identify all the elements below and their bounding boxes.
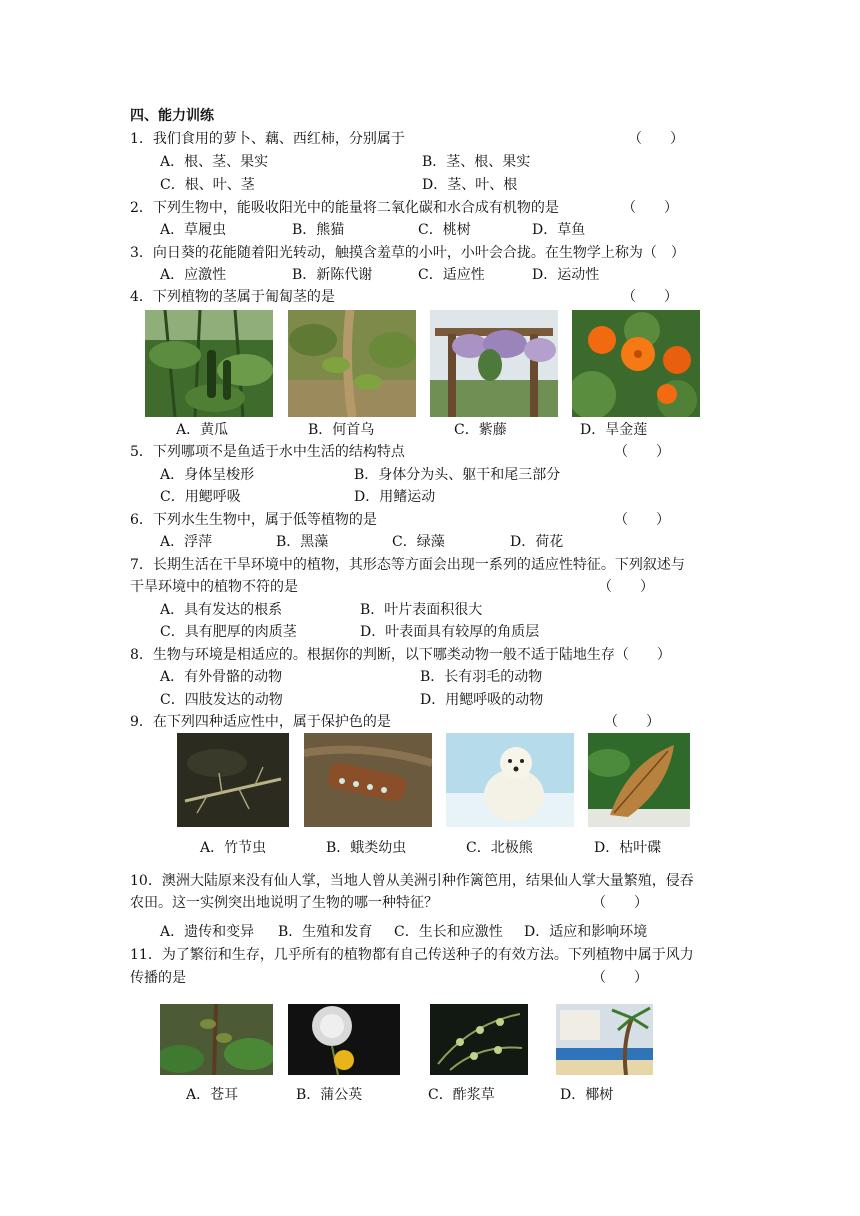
question-7-option-a: A．具有发达的根系 xyxy=(160,602,283,618)
question-10-answer-bracket: （ ） xyxy=(592,895,648,911)
question-10-option-b: B．生殖和发育 xyxy=(278,924,373,940)
heshouwu-photo xyxy=(288,310,416,417)
question-7-stem: 7．长期生活在干旱环境中的植物，其形态等方面会出现一系列的适应性特征。下列叙述与 xyxy=(130,557,685,573)
question-3-stem: 3．向日葵的花能随着阳光转动，触摸含羞草的小叶，小叶会合拢。在生物学上称为（ ） xyxy=(130,245,685,261)
question-6-stem: 6．下列水生生物中，属于低等植物的是 xyxy=(130,512,377,528)
question-4-option-b: B．何首乌 xyxy=(308,422,375,438)
question-11-option-a: A．苍耳 xyxy=(186,1087,239,1103)
question-2-option-a: A．草履虫 xyxy=(160,222,227,238)
question-9-option-c: C．北极熊 xyxy=(466,840,533,856)
question-5-option-b: B．身体分为头、躯干和尾三部分 xyxy=(354,467,561,483)
question-1-option-d: D．茎、叶、根 xyxy=(422,177,518,193)
question-6-answer-bracket: （ ） xyxy=(614,512,670,528)
question-8-option-b: B．长有羽毛的动物 xyxy=(420,669,543,685)
question-4-answer-bracket: （ ） xyxy=(622,289,678,305)
question-9-stem: 9．在下列四种适应性中，属于保护色的是 xyxy=(130,714,391,730)
question-1-option-b: B．茎、根、果实 xyxy=(422,154,531,170)
question-11-option-b: B．蒲公英 xyxy=(296,1087,363,1103)
section-title: 四、能力训练 xyxy=(130,108,214,124)
moth-larva-photo xyxy=(304,733,432,827)
question-7-option-b: B．叶片表面积很大 xyxy=(360,602,483,618)
question-7-stem-cont: 干旱环境中的植物不符的是 xyxy=(130,579,298,595)
question-1-option-a: A．根、茎、果实 xyxy=(160,154,269,170)
question-3-option-d: D．运动性 xyxy=(532,267,600,283)
question-10-option-c: C．生长和应激性 xyxy=(394,924,503,940)
question-10-option-d: D．适应和影响环境 xyxy=(524,924,648,940)
cocklebur-photo xyxy=(160,1004,273,1075)
question-4-option-a: A．黄瓜 xyxy=(176,422,229,438)
question-2-stem: 2．下列生物中，能吸收阳光中的能量将二氧化碳和水合成有机物的是 xyxy=(130,200,559,216)
question-11-stem: 11．为了繁衍和生存，几乎所有的植物都有自己传送种子的有效方法。下列植物中属于风力 xyxy=(130,947,694,963)
question-4-option-d: D．旱金莲 xyxy=(580,422,648,438)
question-6-option-b: B．黑藻 xyxy=(276,534,329,550)
oxalis-photo xyxy=(430,1004,528,1075)
question-10-stem-cont: 农田。这一实例突出地说明了生物的哪一种特征？ xyxy=(130,895,438,911)
wisteria-photo xyxy=(430,310,558,417)
question-6-option-d: D．荷花 xyxy=(510,534,564,550)
question-2-option-d: D．草鱼 xyxy=(532,222,586,238)
question-8-option-d: D．用鳃呼吸的动物 xyxy=(420,692,544,708)
question-10-stem: 10．澳洲大陆原来没有仙人掌，当地人曾从美洲引种作篱笆用，结果仙人掌大量繁殖，侵吞 xyxy=(130,873,694,889)
question-1-stem: 1．我们食用的萝卜、藕、西红柿，分别属于 xyxy=(130,131,405,147)
question-2-option-b: B．熊猫 xyxy=(292,222,345,238)
question-8-option-c: C．四肢发达的动物 xyxy=(160,692,283,708)
question-5-answer-bracket: （ ） xyxy=(614,444,670,460)
question-5-option-c: C．用鳃呼吸 xyxy=(160,489,241,505)
question-4-stem: 4．下列植物的茎属于匍匐茎的是 xyxy=(130,289,335,305)
question-11-option-c: C．酢浆草 xyxy=(428,1087,495,1103)
question-9-answer-bracket: （ ） xyxy=(604,714,660,730)
question-3-option-a: A．应激性 xyxy=(160,267,227,283)
question-1-answer-bracket: （ ） xyxy=(628,131,684,147)
stick-insect-photo xyxy=(177,733,289,827)
question-9-option-a: A．竹节虫 xyxy=(200,840,267,856)
question-5-option-d: D．用鳍运动 xyxy=(354,489,436,505)
cucumber-photo xyxy=(145,310,273,417)
dandelion-photo xyxy=(288,1004,400,1075)
question-6-option-c: C．绿藻 xyxy=(392,534,445,550)
question-8-option-a: A．有外骨骼的动物 xyxy=(160,669,283,685)
question-6-option-a: A．浮萍 xyxy=(160,534,213,550)
question-7-option-c: C．具有肥厚的肉质茎 xyxy=(160,624,297,640)
question-11-answer-bracket: （ ） xyxy=(592,970,648,986)
question-8-stem: 8．生物与环境是相适应的。根据你的判断，以下哪类动物一般不适于陆地生存（ ） xyxy=(130,647,671,663)
question-7-option-d: D．叶表面具有较厚的角质层 xyxy=(360,624,540,640)
coconut-palm-photo xyxy=(556,1004,653,1075)
question-9-option-b: B．蛾类幼虫 xyxy=(326,840,407,856)
question-3-option-c: C．适应性 xyxy=(418,267,485,283)
question-7-answer-bracket: （ ） xyxy=(598,579,654,595)
question-10-option-a: A．遗传和变异 xyxy=(160,924,255,940)
question-5-option-a: A．身体呈梭形 xyxy=(160,467,255,483)
dead-leaf-butterfly-photo xyxy=(588,733,690,827)
question-2-option-c: C．桃树 xyxy=(418,222,471,238)
question-3-option-b: B．新陈代谢 xyxy=(292,267,373,283)
nasturtium-photo xyxy=(572,310,700,417)
question-5-stem: 5．下列哪项不是鱼适于水中生活的结构特点 xyxy=(130,444,405,460)
question-1-option-c: C．根、叶、茎 xyxy=(160,177,255,193)
question-11-option-d: D．椰树 xyxy=(560,1087,614,1103)
question-11-stem-cont: 传播的是 xyxy=(130,970,186,986)
polar-bear-photo xyxy=(446,733,574,827)
question-2-answer-bracket: （ ） xyxy=(622,200,678,216)
question-9-option-d: D．枯叶碟 xyxy=(594,840,662,856)
question-4-option-c: C．紫藤 xyxy=(454,422,507,438)
